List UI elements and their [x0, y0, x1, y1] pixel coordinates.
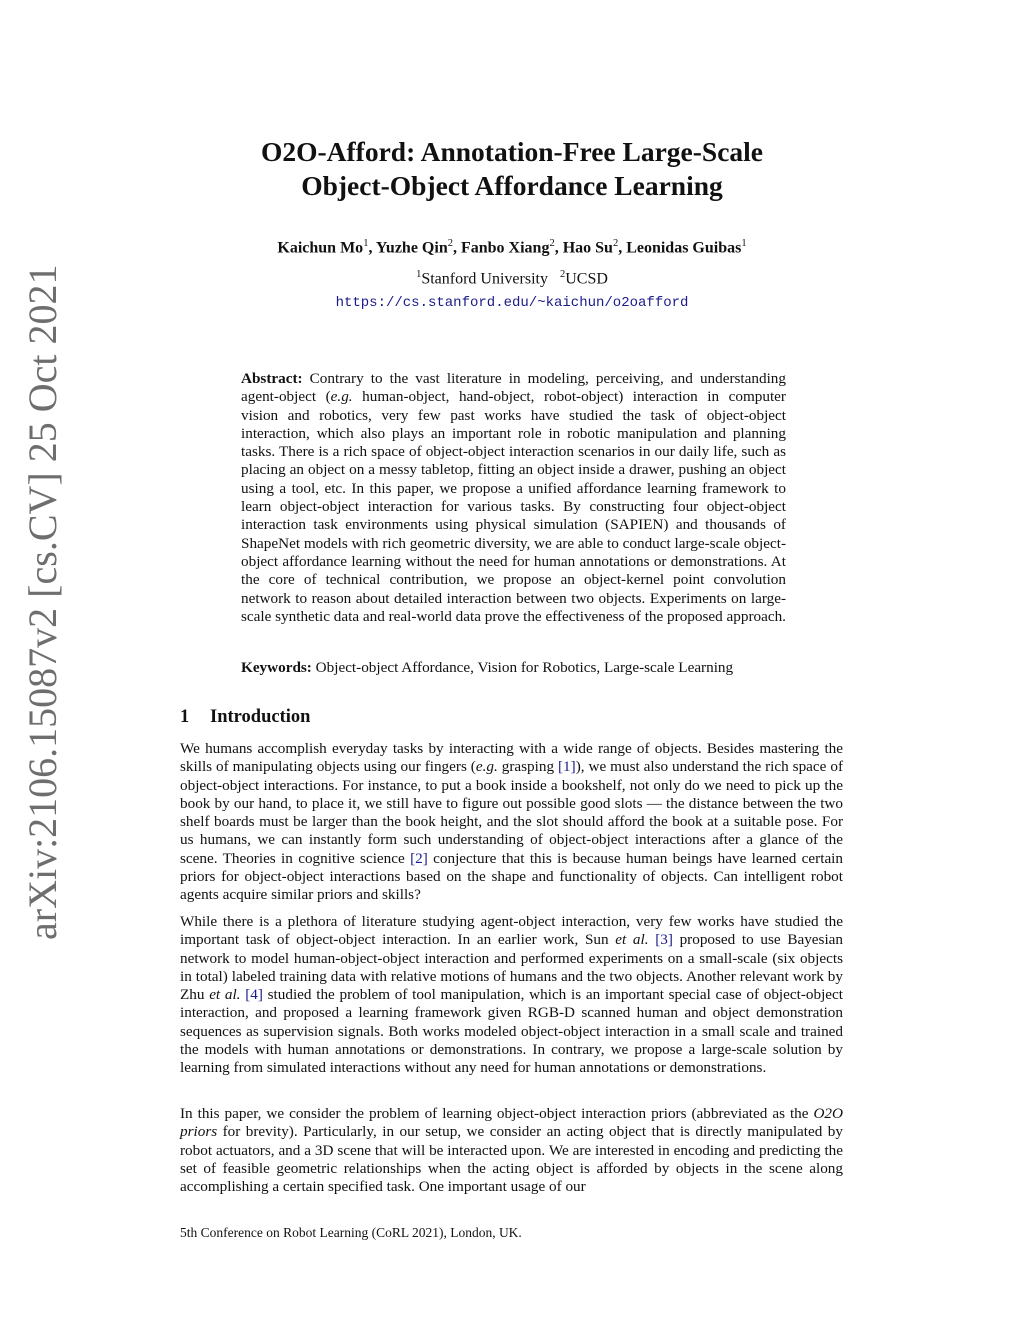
author-affiliation-mark: 2	[447, 238, 453, 249]
author-name: Leonidas Guibas	[626, 239, 742, 257]
paragraph-text: In this paper, we consider the problem of learning object-object interaction priors (abbreviated as the	[180, 1105, 814, 1122]
paragraph-eg: e.g.	[475, 758, 498, 776]
paragraph-text: While there is a plethora of literature studying agent-object interaction, very few works have studied the important task of object-object interaction. In an earlier work, Sun	[180, 913, 843, 949]
abstract-label: Abstract:	[241, 370, 303, 387]
citation-link[interactable]: [3]	[655, 931, 673, 949]
arxiv-identifier-stamp: arXiv:2106.15087v2 [cs.CV] 25 Oct 2021	[20, 264, 65, 940]
paper-title-line-2: Object-Object Affordance Learning	[301, 170, 723, 201]
author-name: Yuzhe Qin	[375, 239, 448, 257]
paragraph-text: conjecture that this is because human beings have learned certain priors for object-object interactions based on the shape and functionality of objects. Can intelligent robot agents acquire similar priors and skills?	[180, 849, 843, 904]
body-paragraph	[180, 1105, 843, 1196]
project-url-link[interactable]: https://cs.stanford.edu/~kaichun/o2oafford	[335, 295, 689, 311]
citation-link[interactable]: [2]	[410, 849, 428, 867]
body-paragraph	[180, 740, 843, 905]
paper-title-line-1: O2O-Afford: Annotation-Free Large-Scale	[260, 136, 764, 167]
paragraph-text: grasping	[497, 758, 558, 776]
body-paragraph	[180, 913, 843, 1078]
abstract-text: Contrary to the vast literature in modeling, perceiving, and understanding agent-object (	[241, 370, 786, 406]
keywords-text: Object-object Affordance, Vision for Robotics, Large-scale Learning	[311, 659, 734, 676]
author-affiliation-mark: 1	[741, 238, 747, 249]
section-title: Introduction	[210, 707, 311, 727]
keywords	[241, 659, 801, 677]
keywords-label: Keywords:	[241, 659, 312, 676]
author-name: Hao Su	[562, 239, 613, 257]
paper-title	[170, 135, 854, 203]
author-name: Kaichun Mo	[277, 239, 364, 257]
affiliation-mark: 1	[416, 269, 422, 280]
paragraph-text: studied the problem of tool manipulation, which is an important special case of object-object interaction, and proposed a learning framework given RGB-D scanned human and object demonstration sequences as supervision signals. Both works modeled object-object interaction in a small scale and trained the models with human annotations or demonstrations. In contrary, we propose a large-scale solution by learning from simulated interactions without any need for human annotations or demonstrations.	[180, 986, 844, 1077]
abstract	[241, 370, 786, 626]
paragraph-etal: et al.	[615, 931, 649, 949]
paragraph-text: proposed to use Bayesian network to model human-object-object interaction and performed experiments on a small-scale (six objects in total) labeled training data with relative motions of humans and the two objects. Another relevant work by Zhu	[180, 931, 844, 1004]
paragraph-etal: et al.	[209, 986, 241, 1004]
affiliation-name: UCSD	[565, 270, 608, 288]
abstract-eg: e.g.	[330, 388, 353, 406]
section-heading-introduction	[180, 705, 310, 729]
affiliation-mark: 2	[559, 269, 566, 280]
author-name: Fanbo Xiang	[460, 239, 550, 257]
author-affiliation-mark: 2	[549, 238, 555, 249]
author-list: Kaichun Mo$^1$, Yuzhe Qin$^2$, Fanbo Xiang$^2$, Hao Su$^2$, Leonidas Guibas$^1$	[277, 238, 747, 257]
author-affiliation-mark: 1	[363, 238, 369, 249]
affiliation-list	[170, 264, 854, 290]
citation-link[interactable]: [4]	[245, 986, 263, 1004]
paragraph-o2o-priors: O2O priors	[180, 1105, 843, 1141]
conference-footer: 5th Conference on Robot Learning (CoRL 2021), London, UK.	[180, 1225, 522, 1240]
paragraph-text: We humans accomplish everyday tasks by interacting with a wide range of objects. Besides mastering the skills of manipulating objects using our fingers (	[180, 740, 843, 776]
paragraph-text: for brevity). Particularly, in our setup, we consider an acting object that is directly manipulated by robot actuators, and a 3D scene that will be interacted upon. We are interested in encoding and predicting the set of feasible geometric relationships when the acting object is afforded by objects in the scene along accomplishing a certain specified task. One important usage of our	[180, 1123, 843, 1196]
section-number: 1	[180, 707, 190, 727]
affiliation-name: Stanford University	[421, 270, 548, 288]
paragraph-text: ), we must also understand the rich space of object-object interactions. For instance, to put a book inside a bookshelf, not only do we need to pick up the book by our hand, to place it, we still have to figure out possible good slots — the distance between the two shelf boards must be larger than the book height, and the slot should afford the book at a suitable pose. For us humans, we can instantly form such understanding of object-object interactions after a glance of the scene. Theories in cognitive science	[180, 758, 843, 867]
abstract-text: human-object, hand-object, robot-object) interaction in computer vision and robotics, very few past works have studied the task of object-object interaction, which also plays an important role in robotic manipulation and planning tasks. There is a rich space of object-object interaction scenarios in our daily life, such as placing an object on a messy tabletop, fitting an object inside a drawer, pushing an object using a tool, etc. In this paper, we propose a unified affordance learning framework to learn object-object interaction for various tasks. By constructing four object-object interaction task environments using physical simulation (SAPIEN) and thousands of ShapeNet models with rich geometric diversity, we are able to conduct large-scale object-object affordance learning without the need for human annotations or demonstrations. At the core of technical contribution, we propose an object-kernel point convolution network to reason about detailed interaction between two objects. Experiments on large-scale synthetic data and real-world data prove the effectiveness of the proposed approach.	[241, 388, 786, 625]
author-affiliation-mark: 2	[612, 238, 619, 249]
citation-link[interactable]: [1]	[558, 758, 576, 776]
